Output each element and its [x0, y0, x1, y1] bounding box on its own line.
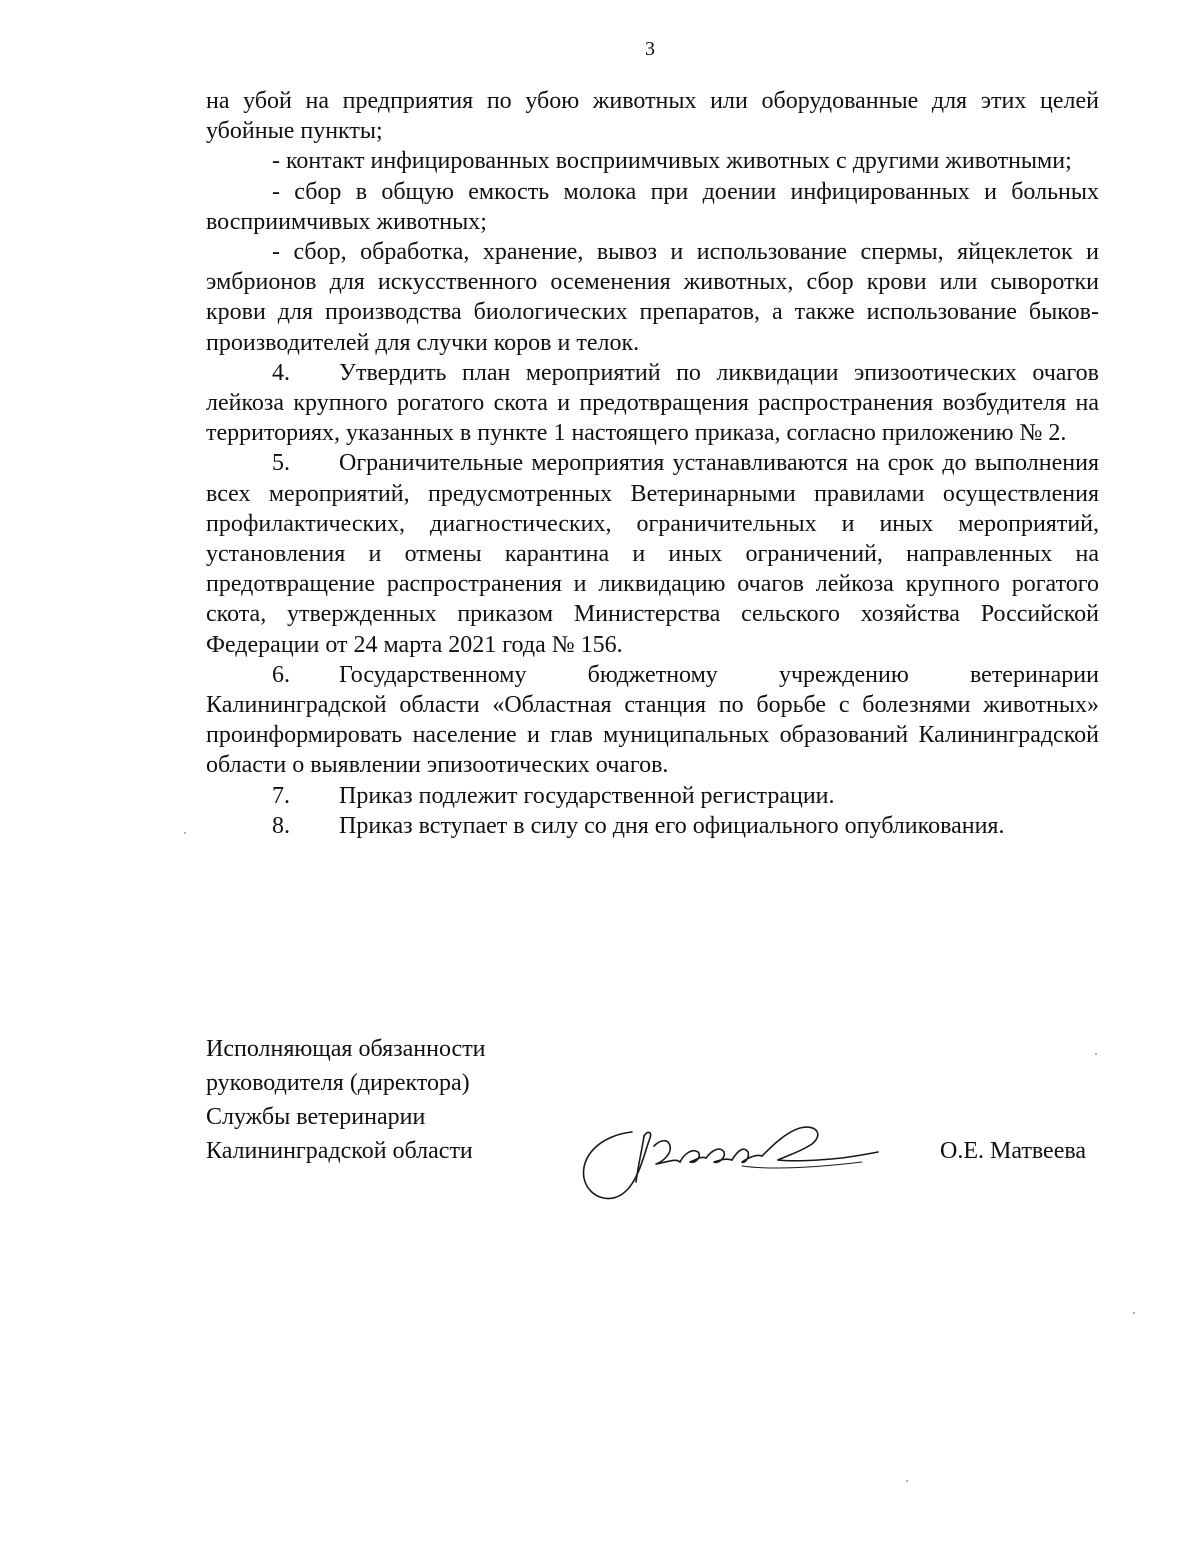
item-text: Утвердить план мероприятий по ликвидации эпизоотических очагов лейкоза крупного рогатого скота и предотвращения распространения возбудителя на территориях, указанных в пункте 1 настоящего приказа, согласно приложению № 2. — [206, 359, 1099, 447]
item-number: 4. — [272, 359, 290, 386]
item-number: 6. — [272, 661, 290, 688]
item-text: Ограничительные мероприятия устанавливаются на срок до выполнения всех мероприятий, предусмотренных Ветеринарными правилами осуществления профилактических, диагностических, ограничительных и иных мероприятий, установления и отмены карантина и иных ограничений, направленных на предотвращение распространения и ликвидацию очагов лейкоза крупного рогатого скота, утвержденных приказом Министерства сельского хозяйства Российской Федерации от 24 марта 2021 года № 156. — [206, 450, 1099, 658]
position-line: Калининградской области — [206, 1138, 473, 1164]
list-item-7 — [206, 781, 1099, 811]
item-text: Государственному бюджетному учреждению ветеринарии Калининградской области «Областная станция по борьбе с болезнями животных» проинформировать население и глав муниципальных образований Калининградской области о выявлении эпизоотических очагов. — [206, 661, 1099, 779]
position-line: Службы ветеринарии — [206, 1104, 426, 1130]
position-line: Исполняющая обязанности — [206, 1036, 486, 1062]
paragraph-bullet-milk: - сбор в общую емкость молока при доении инфицированных и больных восприимчивых животных; — [206, 178, 1099, 235]
item-number: 8. — [272, 812, 290, 839]
signer-name: О.Е. Матвеева — [940, 1138, 1087, 1164]
page-number: 3 — [645, 38, 655, 60]
list-item-5 — [206, 448, 1099, 659]
item-number: 7. — [272, 782, 290, 809]
position-line: руководителя (директора) — [206, 1070, 470, 1096]
scan-artifact — [1133, 1312, 1135, 1314]
signatory-position — [206, 1032, 486, 1168]
scan-artifact — [184, 832, 186, 834]
item-number: 5. — [272, 450, 290, 477]
item-text: Приказ подлежит государственной регистрации. — [339, 782, 835, 809]
list-item-6 — [206, 660, 1099, 781]
item-text: Приказ вступает в силу со дня его официального опубликования. — [339, 812, 1005, 839]
scan-artifact — [1095, 1053, 1097, 1055]
paragraph-bullet-contact: - контакт инфицированных восприимчивых животных с другими животными; — [272, 148, 1072, 175]
list-item-4 — [206, 358, 1099, 449]
paragraph-bullet-sperm: - сбор, обработка, хранение, вывоз и использование спермы, яйцеклеток и эмбрионов для искусственного осеменения животных, сбор крови или сыворотки крови для производства биологических препаратов, а также использование быков-производителей для случки коров и телок. — [206, 239, 1099, 356]
document-body — [206, 86, 1099, 841]
paragraph-continuation: на убой на предприятия по убою животных или оборудованные для этих целей убойные пункты; — [206, 88, 1099, 145]
scan-artifact — [906, 1480, 908, 1482]
list-item-8 — [206, 811, 1099, 841]
handwritten-signature-icon — [572, 1110, 892, 1210]
